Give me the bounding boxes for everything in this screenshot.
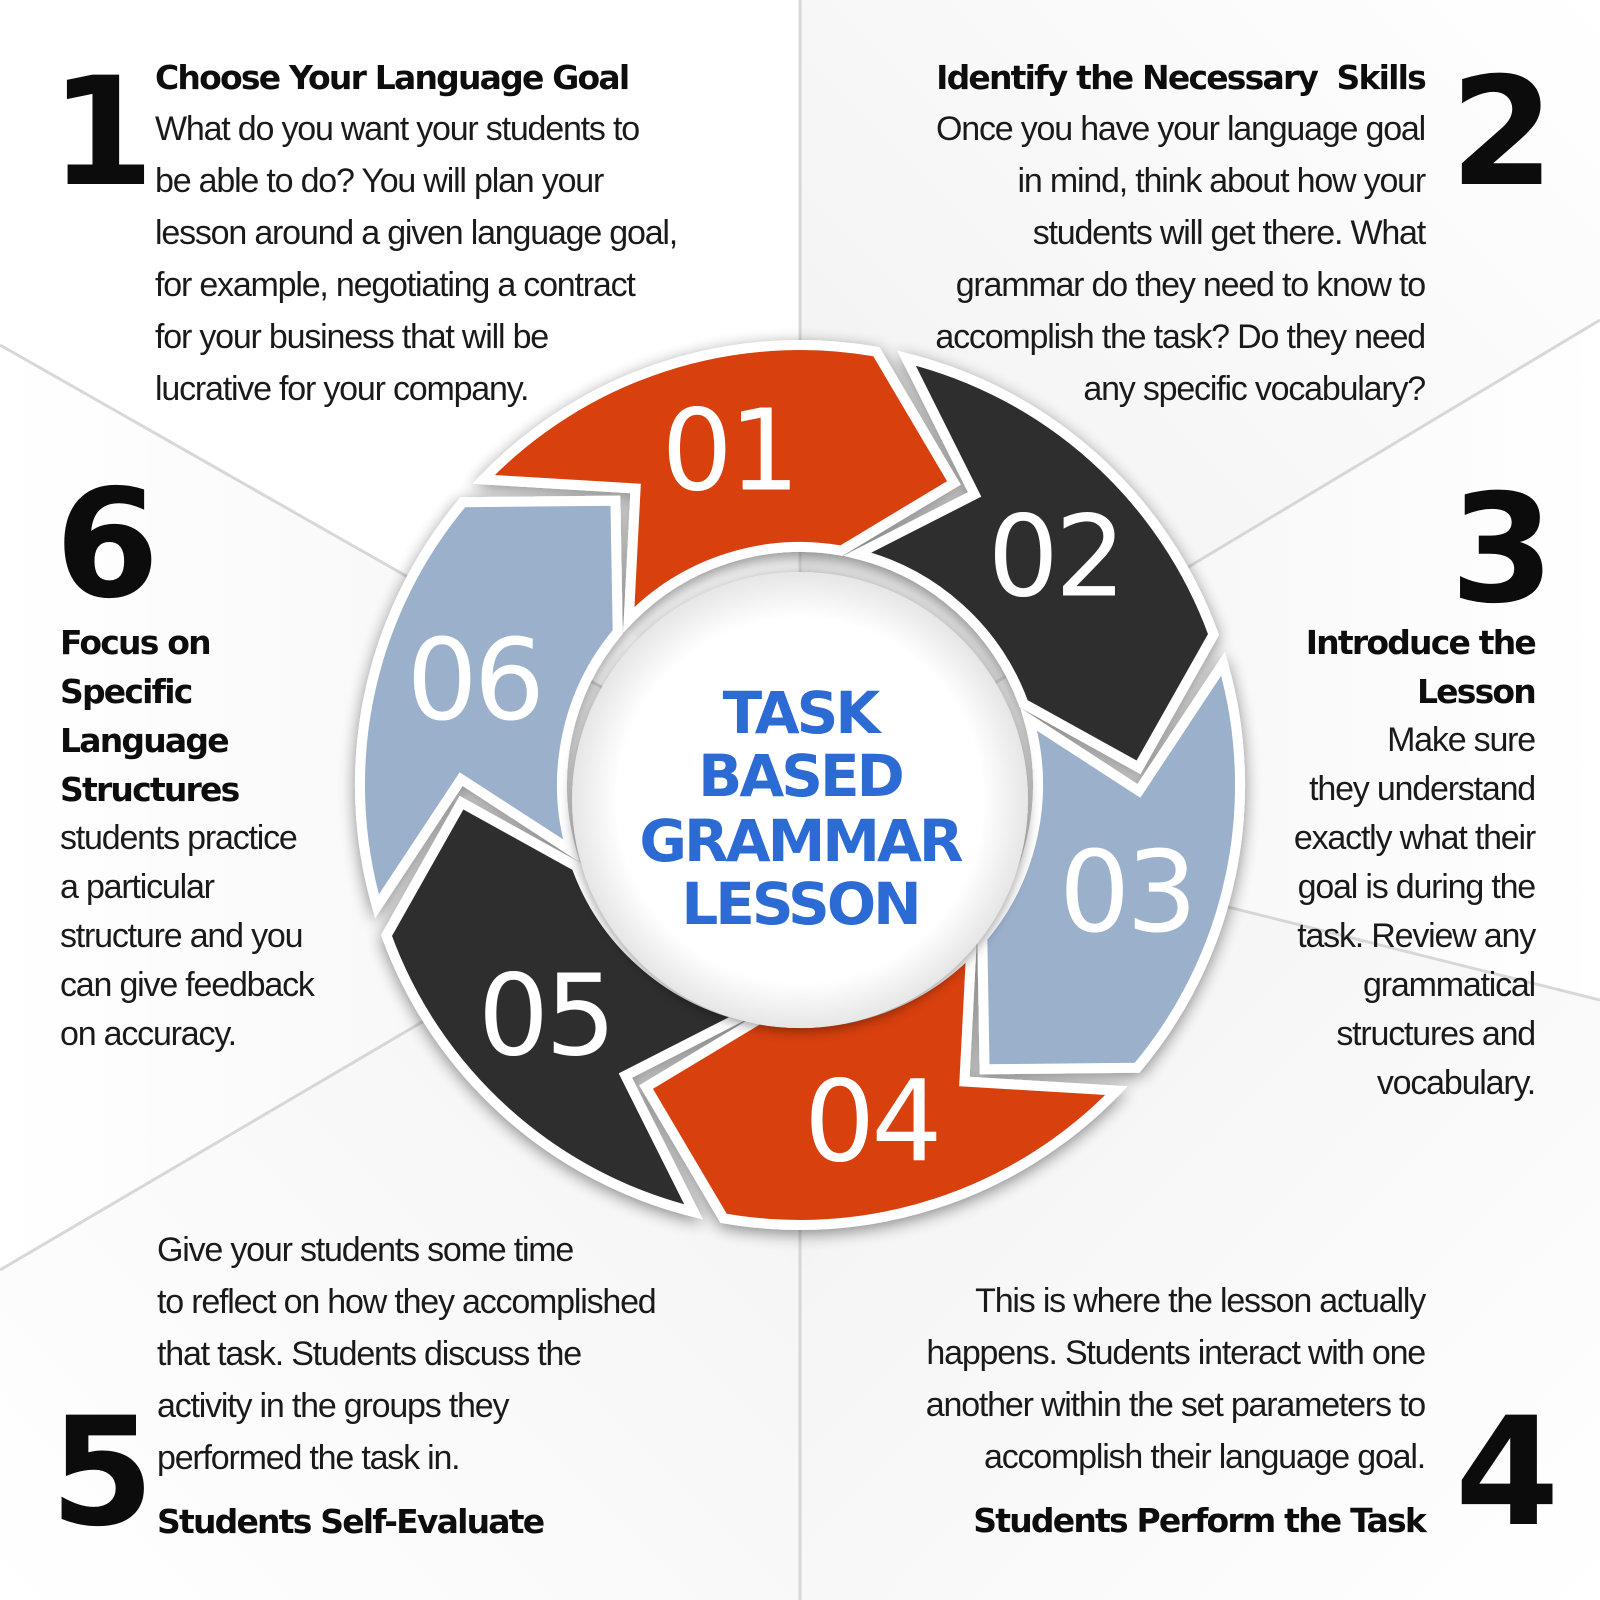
step-body-line: in mind, think about how your: [1017, 162, 1425, 200]
step-body-line: students practice: [60, 819, 297, 857]
step-5-text: [157, 1224, 777, 1547]
step-number: 5: [50, 1386, 151, 1560]
step-body-line: accomplish their language goal.: [984, 1438, 1425, 1476]
step-title: Students Self-Evaluate: [157, 1502, 544, 1541]
step-title: Identify the Necessary Skills: [936, 58, 1425, 97]
step-title: Language: [60, 721, 228, 760]
center-title-line: GRAMMAR: [639, 807, 961, 875]
step-body-line: lucrative for your company.: [155, 370, 529, 408]
step-body-line: performed the task in.: [157, 1439, 460, 1477]
step-body-line: Give your students some time: [157, 1231, 574, 1269]
step-number: 1: [50, 46, 151, 220]
step-body-line: vocabulary.: [1376, 1064, 1535, 1102]
step-number: 4: [1455, 1386, 1556, 1560]
step-1-text: [155, 52, 775, 415]
step-2-text: [800, 52, 1425, 415]
ring-segment-label: 03: [1058, 828, 1194, 958]
step-body-line: happens. Students interact with one: [926, 1334, 1425, 1372]
step-6-text: [60, 618, 380, 1059]
ring-segment-label: 05: [477, 951, 613, 1082]
step-title: Choose Your Language Goal: [155, 58, 629, 97]
step-number: 6: [55, 458, 156, 632]
step-3-text: [1220, 618, 1535, 1108]
step-body-line: structures and: [1336, 1015, 1535, 1053]
step-4-text: [800, 1275, 1425, 1546]
center-title-line: TASK: [722, 679, 878, 747]
step-body-line: accomplish the task? Do they need: [935, 318, 1425, 356]
step-body-line: any specific vocabulary?: [1083, 370, 1425, 408]
step-title: Lesson: [1416, 672, 1535, 711]
step-title: Focus on: [60, 623, 210, 662]
step-body-line: another within the set parameters to: [925, 1386, 1425, 1424]
ring-segment-label: 01: [661, 386, 796, 517]
step-body-line: they understand: [1309, 770, 1535, 808]
ring-segment-label: 02: [987, 492, 1123, 623]
step-body-line: structure and you: [60, 917, 303, 955]
ring-segment-label: 04: [804, 1057, 939, 1188]
step-number: 2: [1450, 46, 1551, 220]
step-title: Students Perform the Task: [973, 1501, 1425, 1540]
step-body-line: be able to do? You will plan your: [155, 162, 604, 200]
step-body-line: grammar do they need to know to: [955, 266, 1425, 304]
step-body-line: goal is during the: [1297, 868, 1535, 906]
step-body-line: to reflect on how they accomplished: [157, 1283, 656, 1321]
center-title-line: BASED: [698, 742, 902, 810]
step-body-line: on accuracy.: [60, 1015, 236, 1053]
step-body-line: Make sure: [1387, 721, 1535, 759]
step-body-line: that task. Students discuss the: [157, 1335, 581, 1373]
step-body-line: students will get there. What: [1032, 214, 1425, 252]
step-body-line: for example, negotiating a contract: [155, 266, 635, 304]
step-body-line: activity in the groups they: [157, 1387, 509, 1425]
step-title: Introduce the: [1305, 623, 1535, 662]
step-body-line: lesson around a given language goal,: [155, 214, 678, 252]
center-title-line: LESSON: [681, 870, 919, 938]
step-body-line: can give feedback: [60, 966, 314, 1004]
step-body-line: grammatical: [1363, 966, 1535, 1004]
step-number: 3: [1450, 463, 1551, 637]
step-body-line: a particular: [60, 868, 214, 906]
step-body-line: task. Review any: [1297, 917, 1535, 955]
ring-segment-label: 06: [406, 616, 542, 746]
step-title: Structures: [60, 770, 239, 809]
step-body-line: for your business that will be: [155, 318, 548, 356]
step-body-line: What do you want your students to: [155, 110, 639, 148]
step-body-line: This is where the lesson actually: [975, 1282, 1425, 1320]
step-body-line: exactly what their: [1293, 819, 1535, 857]
step-title: Specific: [60, 672, 192, 711]
step-body-line: Once you have your language goal: [936, 110, 1425, 148]
